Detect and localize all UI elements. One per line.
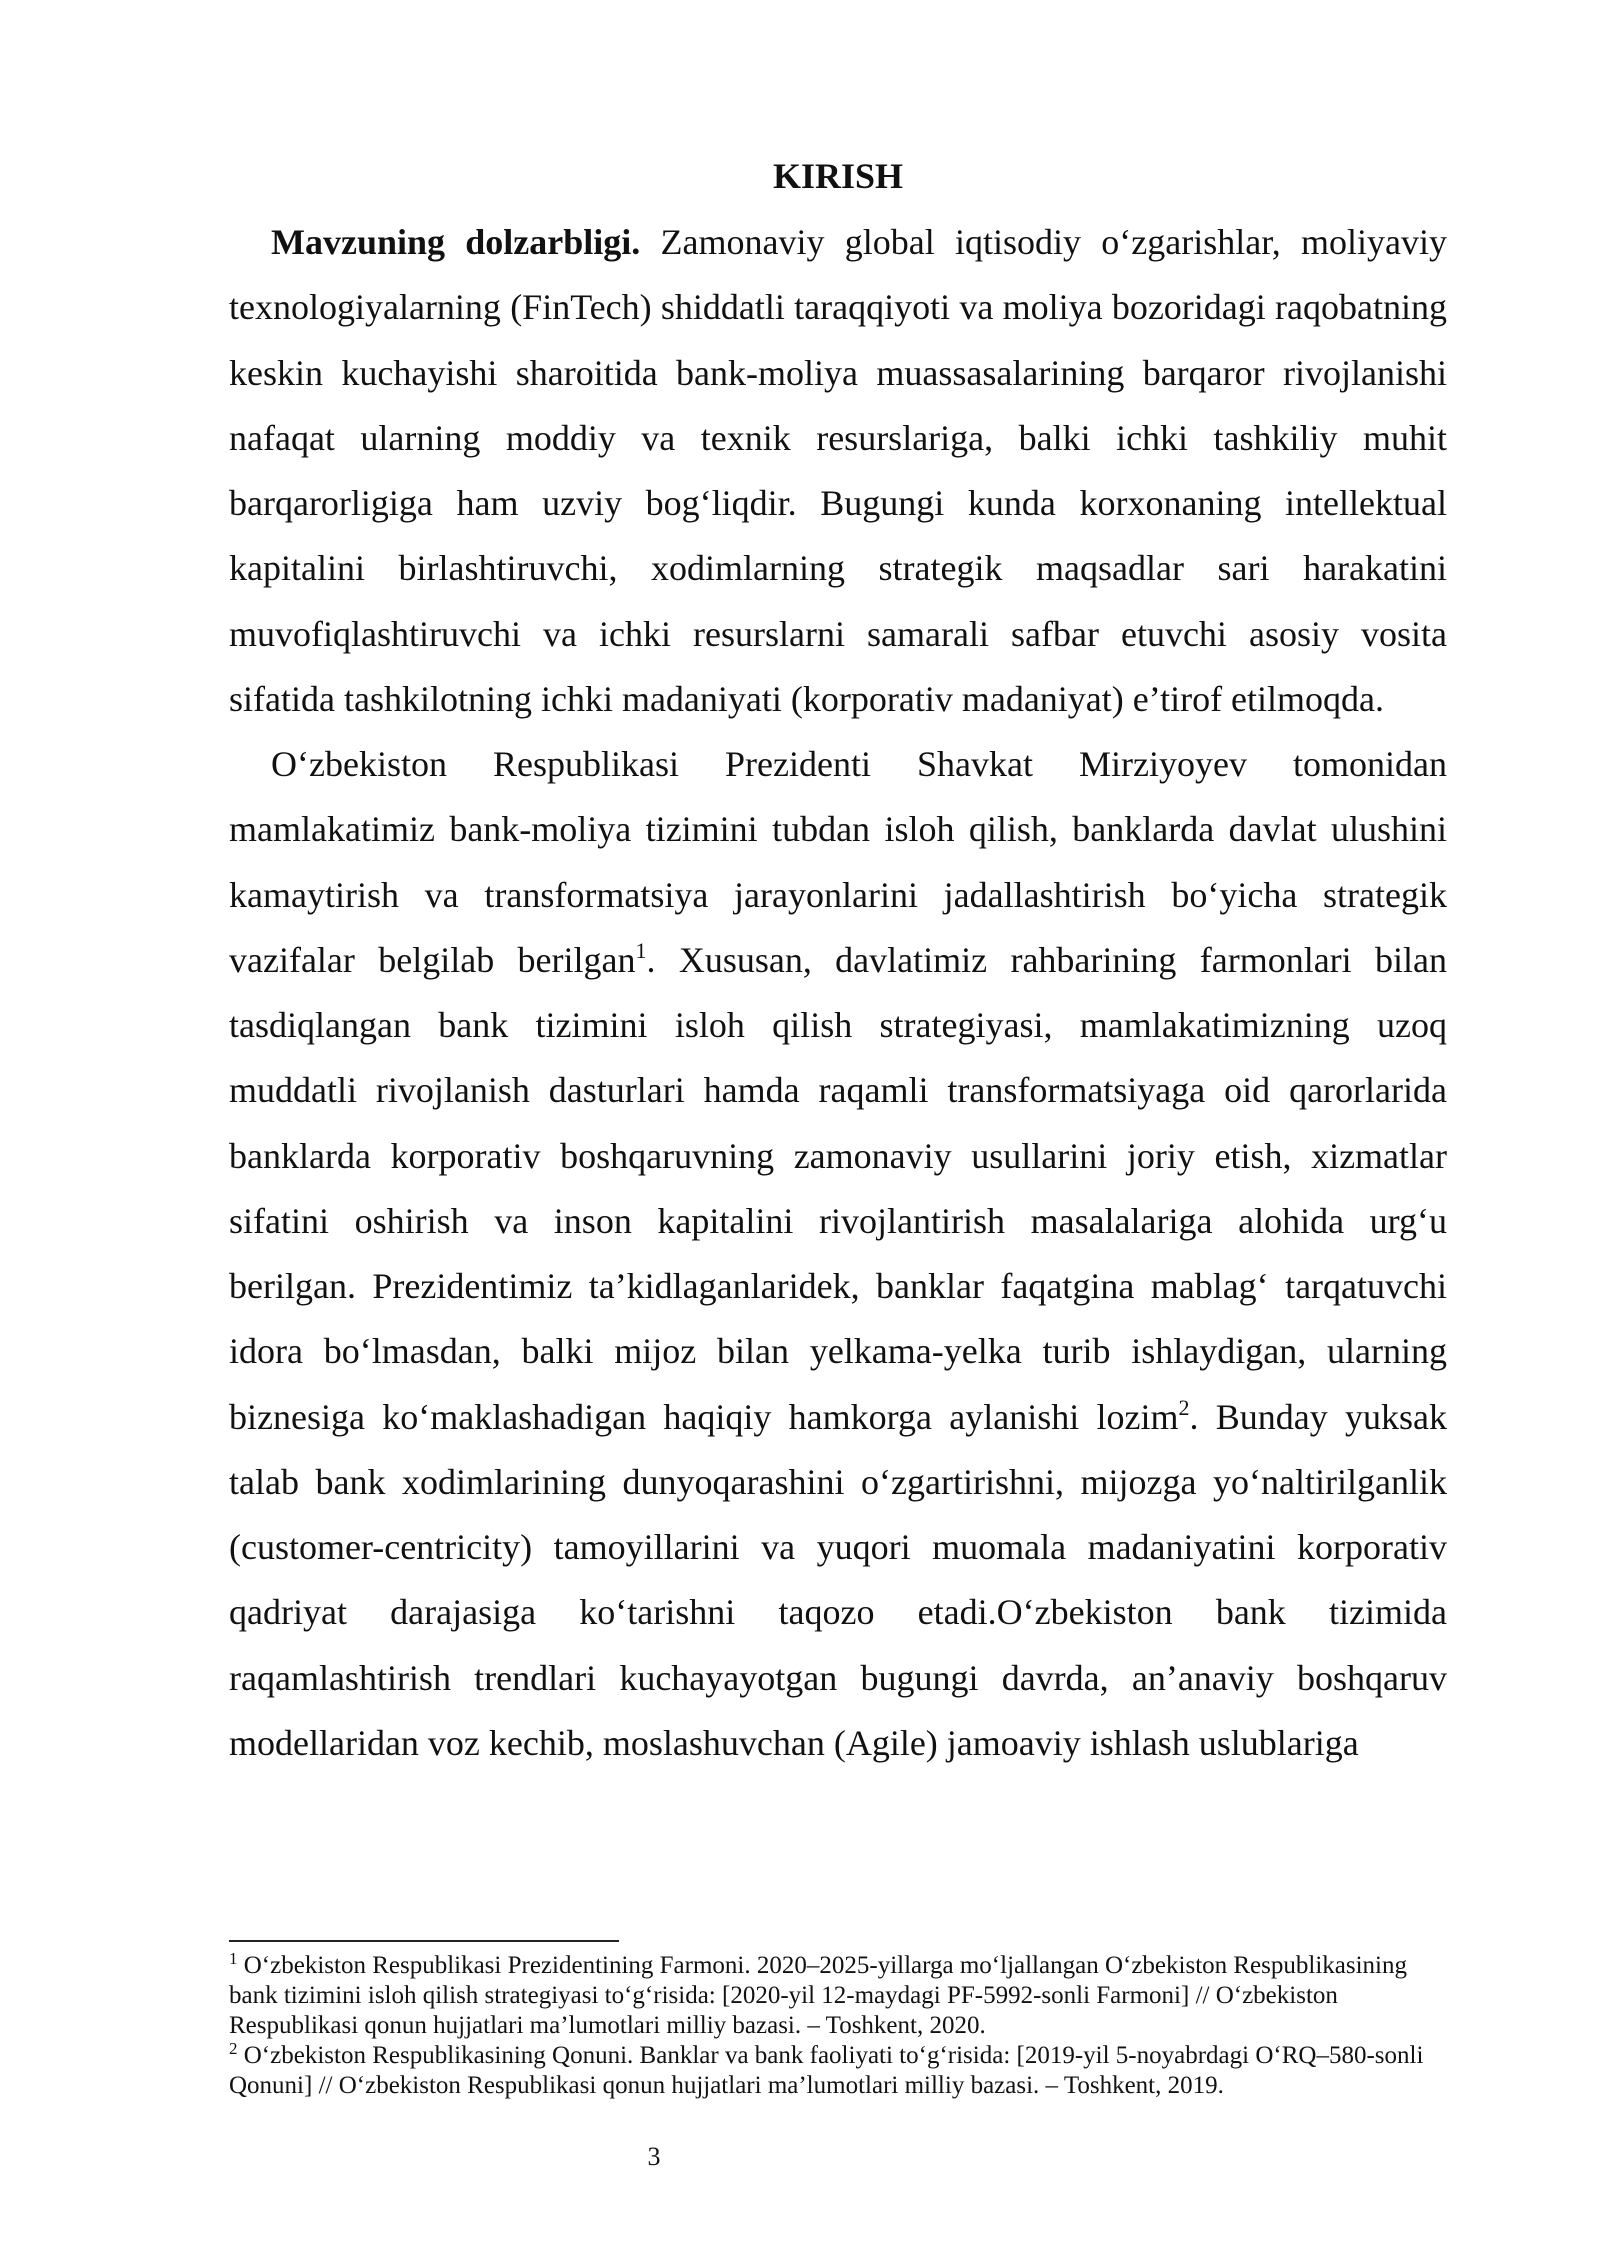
footnote-1	[229, 1951, 1447, 2041]
paragraph-text-part-1: O‘zbekiston Respublikasi Prezidenti Shavkat Mirziyoyev tomonidan mamlakatimiz bank-moliya tizimini tubdan isloh qilish, banklarda davlat ulushini kamaytirish va transformatsiya jarayonlarini jadallashtirish bo‘yicha strategik vazifalar belgilab berilgan	[229, 744, 1447, 980]
page-number: 3	[647, 2142, 661, 2171]
paragraph-relevance	[229, 210, 1447, 732]
section-heading: KIRISH	[772, 156, 904, 196]
footnote-mark: 1	[229, 1949, 238, 1968]
footnotes	[229, 1951, 1447, 2101]
paragraph-text: Zamonaviy global iqtisodiy o‘zgarishlar, moliyaviy texnologiyalarning (FinTech) shiddatli taraqqiyoti va moliya bozoridagi raqobatning keskin kuchayishi sharoitida bank-moliya muassasalarining barqaror rivojlanishi nafaqat ularning moddiy va texnik resurslariga, balki ichki tashkiliy muhit barqarorligiga ham uzviy bog‘liqdir. Bugungi kunda korxonaning intellektual kapitalini birlashtiruvchi, xodimlarning strategik maqsadlar sari harakatini muvofiqlashtiruvchi va ichki resurslarni samarali safbar etuvchi asosiy vosita sifatida tashkilotning ichki madaniyati (korporativ madaniyat) e’tirof etilmoqda.	[229, 222, 1447, 719]
body-text	[229, 210, 1447, 1776]
paragraph-president	[229, 732, 1447, 1776]
footnote-text: O‘zbekiston Respublikasi Prezidentining Farmoni. 2020–2025-yillarga mo‘ljallangan O‘zbekiston Respublikasining bank tizimini isloh qilish strategiyasi to‘g‘risida: [2020-yil 12-maydagi PF-5992-sonli Farmoni] // O‘zbekiston Respublikasi qonun hujjatlari ma’lumotlari milliy bazasi. – Toshkent, 2020.	[229, 1952, 1407, 2039]
paragraph-lead: Mavzuning dolzarbligi.	[271, 222, 641, 262]
footnote-text: O‘zbekiston Respublikasining Qonuni. Banklar va bank faoliyati to‘g‘risida: [2019-yil 5-noyabrdagi O‘RQ–580-sonli Qonuni] // O‘zbekiston Respublikasi qonun hujjatlari ma’lumotlari milliy bazasi. – Toshkent, 2019.	[229, 2042, 1424, 2099]
footnote-mark: 2	[229, 2039, 238, 2058]
footnote-2	[229, 2041, 1447, 2101]
paragraph-text-part-2: . Xususan, davlatimiz rahbarining farmonlari bilan tasdiqlangan bank tizimini isloh qilish strategiyasi, mamlakatimizning uzoq muddatli rivojlanish dasturlari hamda raqamli transformatsiyaga oid qarorlarida banklarda korporativ boshqaruvning zamonaviy usullarini joriy etish, xizmatlar sifatini oshirish va inson kapitalini rivojlantirish masalalariga alohida urg‘u berilgan. Prezidentimiz ta’kidlaganlaridek, banklar faqatgina mablag‘ tarqatuvchi idora bo‘lmasdan, balki mijoz bilan yelkama-yelka turib ishlaydigan, ularning biznesiga ko‘maklashadigan haqiqiy hamkorga aylanishi lozim	[229, 939, 1447, 1437]
footnote-reference-1[interactable]: 1	[635, 937, 647, 963]
paragraph-text-part-3: . Bunday yuksak talab bank xodimlarining dunyoqarashini o‘zgartirishni, mijozga yo‘naltirilganlik (customer-centricity) tamoyillarini va yuqori muomala madaniyatini korporativ qadriyat darajasiga ko‘tarishni taqozo etadi.O‘zbekiston bank tizimida raqamlashtirish trendlari kuchayayotgan bugungi davrda, an’anaviy boshqaruv modellaridan voz kechib, moslashuvchan (Agile) jamoaviy ishlash uslublariga	[229, 1396, 1447, 1763]
footnote-separator	[229, 1940, 619, 1942]
footnote-reference-2[interactable]: 2	[1178, 1394, 1190, 1420]
